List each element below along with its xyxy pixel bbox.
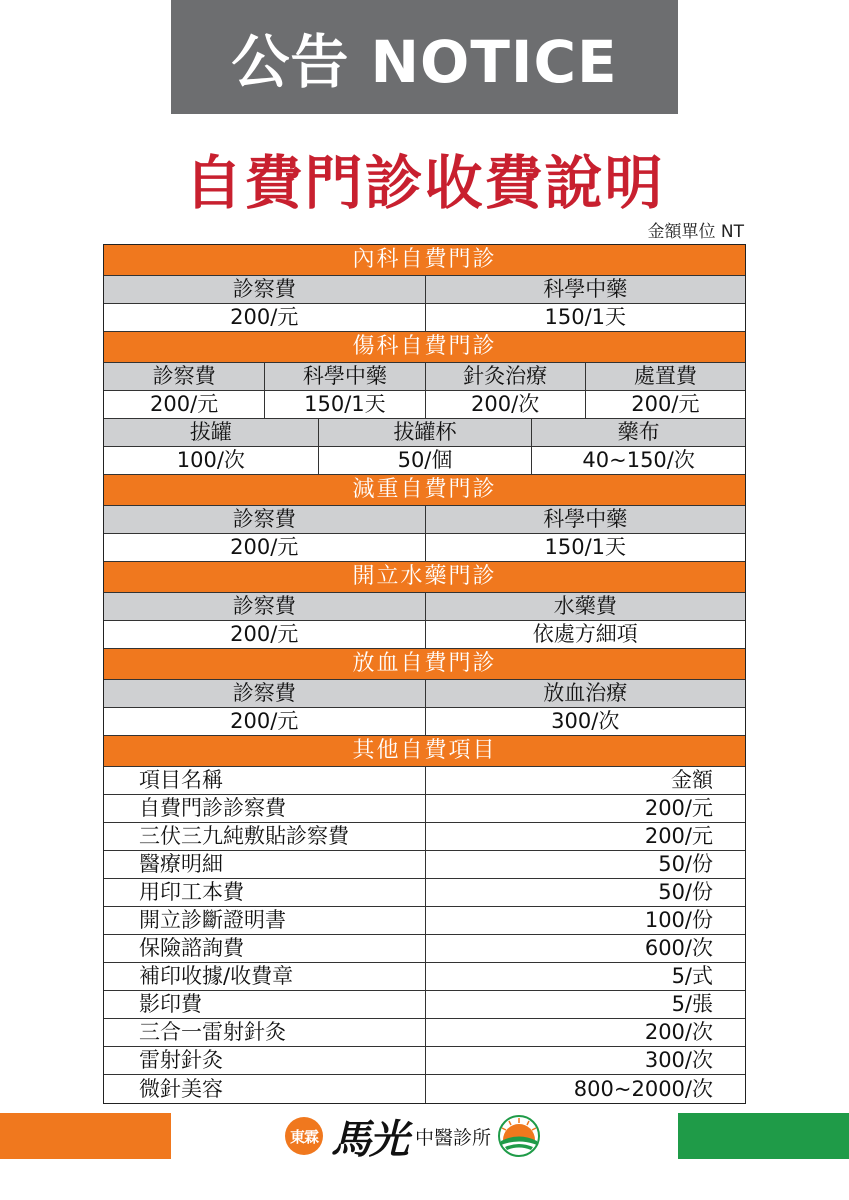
section-weight — [104, 475, 745, 506]
header-cell: 診察費 — [104, 593, 425, 620]
section-liquid — [104, 562, 745, 593]
table-row — [104, 851, 745, 879]
item-name: 用印工本費 — [139, 880, 244, 904]
value-cell: 200/元 — [104, 621, 425, 648]
value-cell: 200/元 — [104, 304, 425, 331]
table-row — [104, 1075, 745, 1103]
logo-seal: 東霖 — [285, 1117, 323, 1155]
table-row — [104, 935, 745, 963]
header-row — [104, 363, 745, 391]
section-title: 傷科自費門診 — [104, 332, 745, 362]
notice-banner — [171, 0, 678, 114]
currency-unit-note: 金額單位 NT — [647, 222, 744, 242]
header-row — [104, 506, 745, 534]
section-bloodletting — [104, 649, 745, 680]
section-title: 內科自費門診 — [104, 245, 745, 275]
header-row — [104, 593, 745, 621]
value-cell: 依處方細項 — [425, 621, 746, 648]
notice-text: 公告 NOTICE — [231, 28, 618, 96]
value-cell: 200/元 — [104, 391, 264, 418]
value-cell: 40~150/次 — [531, 447, 745, 474]
table-row — [104, 1047, 745, 1075]
value-row — [104, 621, 745, 649]
table-row — [104, 963, 745, 991]
table-row — [104, 1019, 745, 1047]
header-cell: 水藥費 — [425, 593, 746, 620]
item-name: 三伏三九純敷貼診察費 — [139, 824, 349, 848]
header-cell: 拔罐 — [104, 419, 318, 446]
value-cell: 50/個 — [318, 447, 532, 474]
column-header-name: 項目名稱 — [139, 768, 223, 792]
item-name: 補印收據/收費章 — [139, 964, 294, 988]
item-price: 200/次 — [425, 1019, 746, 1046]
value-row — [104, 304, 745, 332]
column-header-amount: 金額 — [425, 767, 746, 794]
header-cell: 診察費 — [104, 363, 264, 390]
item-price: 5/張 — [425, 991, 746, 1018]
header-cell: 藥布 — [531, 419, 745, 446]
value-cell: 150/1天 — [425, 534, 746, 561]
value-row — [104, 534, 745, 562]
section-other — [104, 736, 745, 767]
item-price: 600/次 — [425, 935, 746, 962]
section-title: 減重自費門診 — [104, 475, 745, 505]
other-header-row — [104, 767, 745, 795]
value-cell: 200/元 — [104, 534, 425, 561]
item-name: 開立診斷證明書 — [139, 908, 286, 932]
table-row — [104, 795, 745, 823]
value-row — [104, 391, 745, 419]
footer-orange-bar — [0, 1113, 171, 1159]
item-price: 200/元 — [425, 795, 746, 822]
item-name: 微針美容 — [139, 1076, 223, 1101]
value-cell: 150/1天 — [425, 304, 746, 331]
logo-subtitle: 中醫診所 — [415, 1126, 492, 1149]
section-trauma — [104, 332, 745, 363]
item-price: 200/元 — [425, 823, 746, 850]
item-name: 影印費 — [139, 992, 202, 1016]
section-title: 放血自費門診 — [104, 649, 745, 679]
item-name: 三合一雷射針灸 — [139, 1020, 286, 1044]
value-cell: 200/元 — [104, 708, 425, 735]
sunrise-emblem-icon — [497, 1114, 541, 1158]
header-row — [104, 419, 745, 447]
table-row — [104, 991, 745, 1019]
value-row — [104, 708, 745, 736]
header-cell: 診察費 — [104, 276, 425, 303]
header-cell: 拔罐杯 — [318, 419, 532, 446]
item-name: 醫療明細 — [139, 852, 223, 876]
page-title: 自費門診收費說明 — [184, 149, 665, 217]
item-price: 5/式 — [425, 963, 746, 990]
fee-table — [103, 244, 746, 1104]
item-price: 50/份 — [425, 851, 746, 878]
header-row — [104, 276, 745, 304]
header-cell: 診察費 — [104, 506, 425, 533]
value-row — [104, 447, 745, 475]
item-name: 自費門診診察費 — [139, 796, 286, 820]
item-price: 50/份 — [425, 879, 746, 906]
footer-green-bar — [678, 1113, 849, 1159]
item-name: 保險諮詢費 — [139, 936, 244, 960]
table-row — [104, 879, 745, 907]
section-title: 其他自費項目 — [104, 736, 745, 766]
table-row — [104, 907, 745, 935]
value-cell: 100/次 — [104, 447, 318, 474]
value-cell: 200/元 — [585, 391, 745, 418]
header-cell: 放血治療 — [425, 680, 746, 707]
table-row — [104, 823, 745, 851]
header-cell: 科學中藥 — [264, 363, 424, 390]
item-price: 800~2000/次 — [425, 1075, 746, 1103]
item-price: 100/份 — [425, 907, 746, 934]
value-cell: 300/次 — [425, 708, 746, 735]
value-cell: 200/次 — [425, 391, 585, 418]
clinic-logo — [285, 1105, 565, 1167]
item-name: 雷射針灸 — [139, 1048, 223, 1072]
header-cell: 科學中藥 — [425, 276, 746, 303]
logo-brush-text: 馬光 — [331, 1115, 407, 1163]
header-cell: 針灸治療 — [425, 363, 585, 390]
section-internal — [104, 245, 745, 276]
header-cell: 科學中藥 — [425, 506, 746, 533]
header-row — [104, 680, 745, 708]
header-cell: 診察費 — [104, 680, 425, 707]
header-cell: 處置費 — [585, 363, 745, 390]
section-title: 開立水藥門診 — [104, 562, 745, 592]
value-cell: 150/1天 — [264, 391, 424, 418]
item-price: 300/次 — [425, 1047, 746, 1074]
